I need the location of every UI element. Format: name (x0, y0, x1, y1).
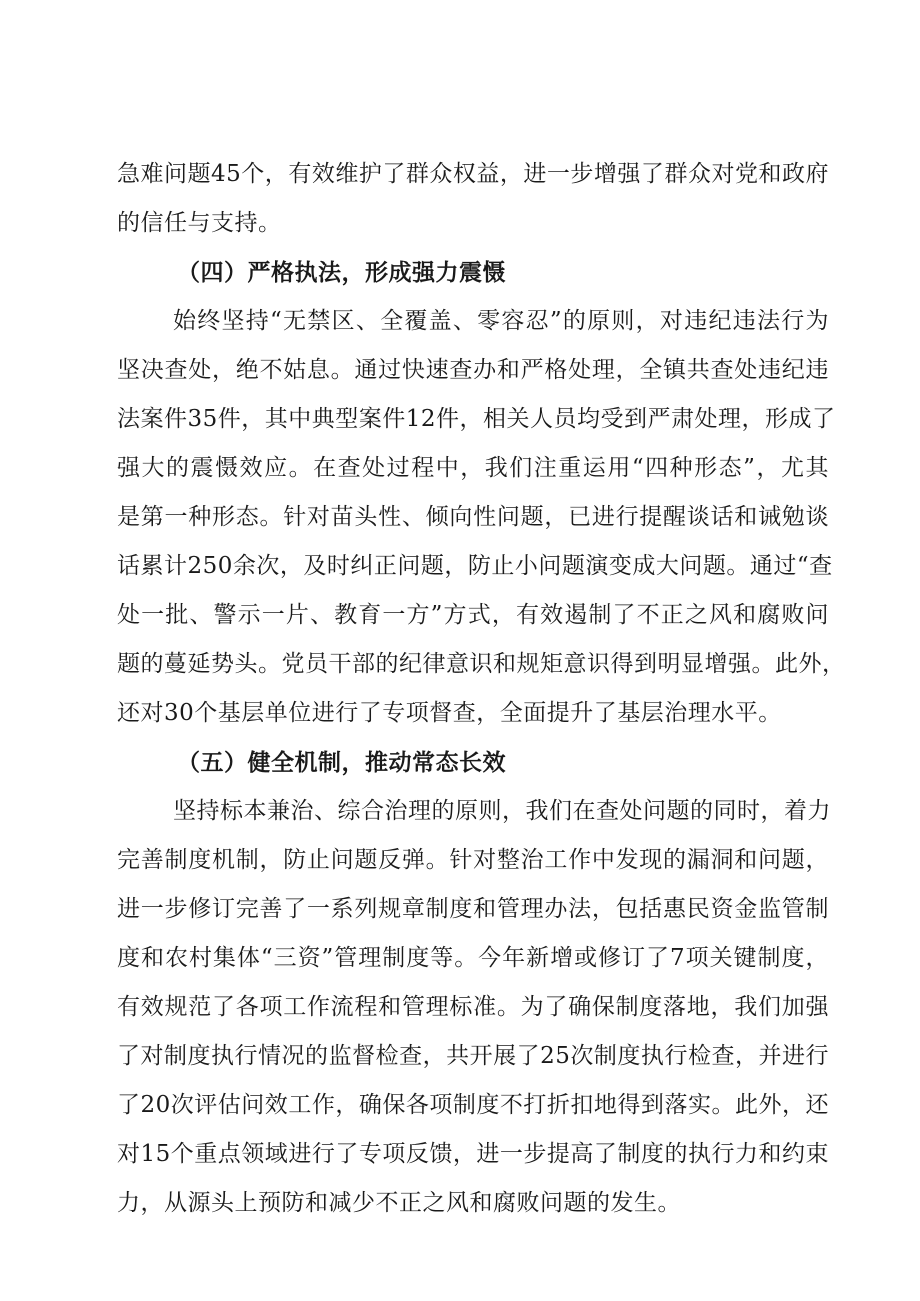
section-4-line-4: 强大的震慑效应。在查处过程中，我们注重运用“四种形态”，尤其 (117, 455, 829, 481)
section-4-line-2: 坚决查处，绝不姑息。通过快速查办和严格处理，全镇共查处违纪违 (117, 357, 829, 383)
section-4-line-8: 题的蔓延势头。党员干部的纪律意识和规矩意识得到明显增强。此外， (117, 651, 846, 677)
section-4-line-9: 还对30个基层单位进行了专项督查，全面提升了基层治理水平。 (117, 700, 782, 726)
section-4-heading: （四）严格执法，形成强力震慑 (177, 259, 506, 286)
section-4-line-1: 始终坚持“无禁区、全覆盖、零容忍”的原则，对违纪违法行为 (173, 308, 829, 334)
section-4-line-7: 处一批、警示一片、教育一方”方式，有效遏制了不正之风和腐败问 (117, 602, 829, 628)
section-5-line-2: 完善制度机制，防止问题反弹。针对整治工作中发现的漏洞和问题， (117, 847, 829, 873)
document-body (117, 150, 846, 1228)
section-5-line-1: 坚持标本兼治、综合治理的原则，我们在查处问题的同时，着力 (173, 798, 831, 824)
section-4-line-5: 是第一种形态。针对苗头性、倾向性问题，已进行提醒谈话和诫勉谈 (117, 504, 829, 530)
section-5-line-7: 了20次评估问效工作，确保各项制度不打折扣地得到落实。此外，还 (117, 1092, 829, 1118)
section-4-line-3: 法案件35件，其中典型案件12件，相关人员均受到严肃处理，形成了 (117, 406, 836, 432)
section-4-line-6: 话累计250余次，及时纠正问题，防止小问题演变成大问题。通过“查 (117, 553, 833, 579)
section-5-line-9: 力，从源头上预防和减少不正之风和腐败问题的发生。 (117, 1190, 681, 1216)
section-5-line-8: 对15个重点领域进行了专项反馈，进一步提高了制度的执行力和约束 (117, 1141, 829, 1167)
intro-line-2: 的信任与支持。 (117, 210, 282, 236)
section-5-line-6: 了对制度执行情况的监督检查，共开展了25次制度执行检查，并进行 (117, 1043, 829, 1069)
intro-line-1: 急难问题45个，有效维护了群众权益，进一步增强了群众对党和政府 (117, 161, 829, 187)
section-5-heading: （五）健全机制，推动常态长效 (177, 749, 506, 776)
section-5-line-3: 进一步修订完善了一系列规章制度和管理办法，包括惠民资金监管制 (117, 896, 829, 922)
section-5-line-4: 度和农村集体“三资”管理制度等。今年新增或修订了7项关键制度， (117, 945, 829, 971)
section-5-line-5: 有效规范了各项工作流程和管理标准。为了确保制度落地，我们加强 (117, 994, 829, 1020)
